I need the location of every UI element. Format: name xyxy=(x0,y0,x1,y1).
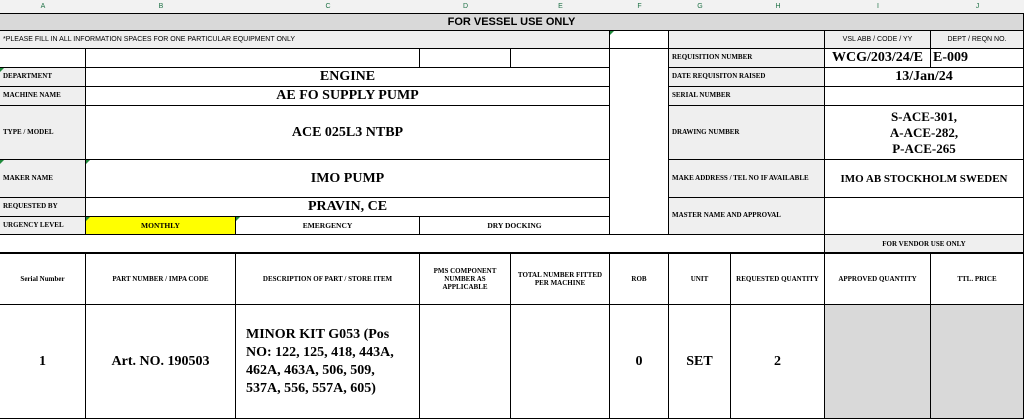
blank-cell[interactable] xyxy=(511,49,610,68)
row-total-price[interactable] xyxy=(931,305,1024,419)
maker-name-value[interactable]: IMO PUMP xyxy=(86,160,610,198)
date-raised-value[interactable]: 13/Jan/24 xyxy=(825,68,1024,87)
date-raised-label[interactable]: DATE REQUISITON RAISED xyxy=(669,68,825,87)
column-header-h[interactable]: H xyxy=(775,3,781,10)
requisition-sheet xyxy=(0,13,1024,419)
row-rob[interactable]: 0 xyxy=(610,305,669,419)
make-address-value[interactable]: IMO AB STOCKHOLM SWEDEN xyxy=(825,160,1024,198)
master-approval-label[interactable]: MASTER NAME AND APPROVAL xyxy=(669,198,825,235)
dept-reqn-label[interactable]: DEPT / REQN NO. xyxy=(931,31,1024,49)
row-total-fitted[interactable] xyxy=(511,305,610,419)
column-rob[interactable]: ROB xyxy=(610,253,669,305)
maker-name-label[interactable]: MAKER NAME xyxy=(0,160,86,198)
row-pms-component[interactable] xyxy=(420,305,511,419)
drawing-number-line: A-ACE-282, xyxy=(889,124,959,140)
spacer-column[interactable] xyxy=(610,49,669,235)
row-serial-number[interactable]: 1 xyxy=(0,305,86,419)
urgency-level-label[interactable]: URGENCY LEVEL xyxy=(0,217,86,235)
column-header-i[interactable]: I xyxy=(877,3,879,10)
column-header-c[interactable]: C xyxy=(325,3,331,10)
machine-name-label[interactable]: MACHINE NAME xyxy=(0,87,86,106)
drawing-number-line: S-ACE-301, xyxy=(890,108,958,124)
column-header-bar xyxy=(0,0,1024,14)
serial-number-value[interactable] xyxy=(825,87,1024,106)
blank-cell[interactable] xyxy=(0,49,86,68)
column-part-number[interactable]: PART NUMBER / IMPA CODE xyxy=(86,253,236,305)
vessel-use-banner[interactable]: FOR VESSEL USE ONLY xyxy=(0,13,1024,31)
requested-by-value[interactable]: PRAVIN, CE xyxy=(86,198,610,217)
column-description[interactable]: DESCRIPTION OF PART / STORE ITEM xyxy=(236,253,420,305)
column-header-j[interactable]: J xyxy=(975,3,980,10)
department-value[interactable]: ENGINE xyxy=(86,68,610,87)
column-total-fitted[interactable]: TOTAL NUMBER FITTED PER MACHINE xyxy=(511,253,610,305)
instruction-text[interactable]: *PLEASE FILL IN ALL INFORMATION SPACES FOR ONE PARTICULAR EQUIPMENT ONLY xyxy=(0,31,610,49)
column-unit[interactable]: UNIT xyxy=(669,253,731,305)
machine-name-value[interactable]: AE FO SUPPLY PUMP xyxy=(86,87,610,106)
column-requested-quantity[interactable]: REQUESTED QUANTITY xyxy=(731,253,825,305)
column-header-f[interactable]: F xyxy=(637,3,642,10)
column-serial-number[interactable]: Serial Number xyxy=(0,253,86,305)
blank-cell[interactable] xyxy=(669,31,825,49)
vsl-code-label[interactable]: VSL ABB / CODE / YY xyxy=(825,31,931,49)
column-header-a[interactable]: A xyxy=(40,3,46,10)
requested-by-label[interactable]: REQUESTED BY xyxy=(0,198,86,217)
department-label[interactable]: DEPARTMENT xyxy=(0,68,86,87)
row-part-number[interactable]: Art. NO. 190503 xyxy=(86,305,236,419)
urgency-dry-docking-option[interactable]: DRY DOCKING xyxy=(420,217,610,235)
make-address-label[interactable]: MAKE ADDRESS / TEL NO IF AVAILABLE xyxy=(669,160,825,198)
requisition-vsl-code[interactable]: WCG/203/24/E xyxy=(825,49,931,68)
requisition-number-label[interactable]: REQUISITION NUMBER xyxy=(669,49,825,68)
blank-cell[interactable] xyxy=(86,49,420,68)
type-model-label[interactable]: TYPE / MODEL xyxy=(0,106,86,160)
serial-number-label[interactable]: SERIAL NUMBER xyxy=(669,87,825,106)
row-approved-quantity[interactable] xyxy=(825,305,931,419)
column-approved-quantity[interactable]: APPROVED QUANTITY xyxy=(825,253,931,305)
column-pms-component[interactable]: PMS COMPONENT NUMBER AS APPLICABLE xyxy=(420,253,511,305)
column-total-price[interactable]: TTL. PRICE xyxy=(931,253,1024,305)
column-header-g[interactable]: G xyxy=(697,3,703,10)
vendor-use-banner[interactable]: FOR VENDOR USE ONLY xyxy=(825,235,1024,253)
blank-cell[interactable] xyxy=(610,31,669,49)
drawing-number-value[interactable] xyxy=(825,106,1024,160)
column-header-d[interactable]: D xyxy=(462,3,469,10)
urgency-emergency-option[interactable]: EMERGENCY xyxy=(236,217,420,235)
column-header-b[interactable]: B xyxy=(158,3,164,10)
urgency-monthly-option[interactable]: MONTHLY xyxy=(86,217,236,235)
blank-cell[interactable] xyxy=(420,49,511,68)
drawing-number-label[interactable]: DRAWING NUMBER xyxy=(669,106,825,160)
row-unit[interactable]: SET xyxy=(669,305,731,419)
column-header-e[interactable]: E xyxy=(558,3,563,10)
row-description[interactable]: MINOR KIT G053 (Pos NO: 122, 125, 418, 443A, 462A, 463A, 506, 509, 537A, 556, 557A, 605) xyxy=(236,305,420,419)
master-approval-value[interactable] xyxy=(825,198,1024,235)
requisition-dept-no[interactable]: E-009 xyxy=(931,49,1024,68)
type-model-value[interactable]: ACE 025L3 NTBP xyxy=(86,106,610,160)
row-requested-quantity[interactable]: 2 xyxy=(731,305,825,419)
drawing-number-line: P-ACE-265 xyxy=(892,140,956,156)
blank-row[interactable] xyxy=(0,235,825,253)
